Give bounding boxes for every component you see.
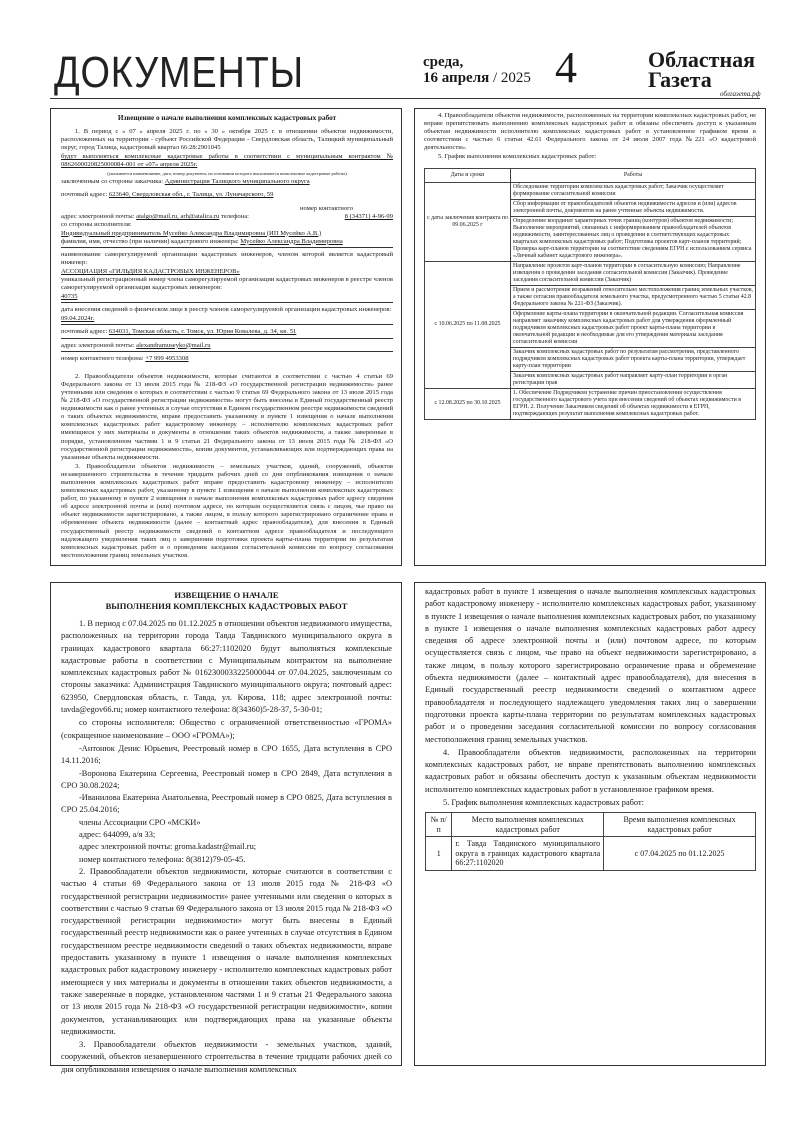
header-rule xyxy=(50,98,760,99)
work-cell: Заказчик комплексных кадастровых работ по результатам рассмотрения, представленного подрядчиком комплексных кадастровых работ проекта карты-плана территории, утверждает карту-план территории xyxy=(511,347,756,371)
email2-line xyxy=(61,342,393,350)
date-label: дата внесения сведений о физическом лице в реестр членов саморегулируемой организации кадастровых инженеров: xyxy=(61,306,392,314)
divider xyxy=(61,324,393,325)
table-header-row xyxy=(426,813,756,837)
engineer-item: -Антонюк Денис Юрьевич, Реестровый номер в СРО 1655, Дата вступления в СРО 14.11.2016; xyxy=(61,743,392,766)
email2-value: alexandramuseyko@mail.ru xyxy=(136,341,211,349)
phone2-value: +7 999 4953308 xyxy=(145,354,189,362)
postal-label: почтовый адрес: xyxy=(61,191,108,199)
work-cell: Обследование территории комплексных кадастровых работ; Заказчик осуществляет формирование согласительной комиссии xyxy=(511,182,756,199)
notice-hint: (указывается наименование, дата, номер документа, на основании которого выполняются комплексные кадастровые работы) xyxy=(107,170,347,176)
sro-value: АССОЦИАЦИЯ «ГИЛЬДИЯ КАДАСТРОВЫХ ИНЖЕНЕРОВ» xyxy=(61,267,240,275)
postal2-label: почтовый адрес: xyxy=(61,328,108,336)
period-cell: с даты заключения контракта по 09.06.2025 г xyxy=(425,182,511,261)
work-cell: Прием и рассмотрение возражений относительно местоположения границ земельных участков, а также сегласия правообладателя земельного участка, предусмотренного частью 5 статьи 42.8 Федерального закона № 221-ФЗ (Заказчик). xyxy=(511,285,756,309)
schedule-table xyxy=(425,812,756,871)
page-header xyxy=(50,43,761,102)
work-cell: Оформление карты-плана территории в окончательной редакции. Согласительная комиссия направляет заказчику комплексных кадастровых работ для утверждения оформленный подрядчиком комплексных кадастровых работ проект карты-плана территории в окончательной редакции и необходимые для его утверждения материалы заседания согласительной комиссии xyxy=(511,309,756,347)
issue-date xyxy=(423,54,531,86)
engineer-label: фамилия, имя, отчество (при наличии) кадастрового инженера: xyxy=(61,237,239,245)
row-time: с 07.04.2025 по 01.12.2025 xyxy=(604,837,756,871)
reg-label: уникальный регистрационный номер члена саморегулируемой организации кадастровых инженеров в реестре членов саморегулируемой организации кадастровых инженеров: xyxy=(61,276,393,292)
notice-title-line1: ИЗВЕЩЕНИЕ О НАЧАЛЕ xyxy=(174,590,279,600)
issue-day: 16 апреля xyxy=(423,70,490,86)
contractor-label: со стороны исполнителя: xyxy=(61,221,132,229)
address-line: адрес: 644099, а/я 33; xyxy=(79,830,156,840)
table-row xyxy=(425,182,756,199)
email-line: адрес электронной почты: groma.kadastr@mail.ru; xyxy=(79,842,257,852)
notice-paragraph-2: 2. Правообладатели объектов недвижимости, которые считаются в соответствии с частью 4 статьи 69 Федерального закона от 13 июля 2015 года № 218-ФЗ «О государственной регистрации недвижимости» ранее учтенными или сведения о которых в соответствии с частью 9 статьи 69 Федерального закона от 13 июля 2015 года № 218-ФЗ «О государственной регистрации недвижимости» могут быть внесены в Единый государственный реестр недвижимости как о ранее учтенных в случае отсутствия в Едином государственном реестре недвижимости сведений о таких объектах недвижимости, вправе предоставить указанному в пункте 1 извещения о начале выполнения комплексных кадастровых работ кадастровому инженеру - исполнителю комплексных кадастровых работ имеющиеся у них материалы и документы в отношении таких объектов недвижимости, а также заверенные в порядке, установленном частями 1 и 9 статьи 21 Федерального закона от 13 июля 2015 года № 218-ФЗ «О государственной регистрации недвижимости», копии документов, устанавливающих или подтверждающих права на указанные объекты недвижимости. xyxy=(61,866,392,1036)
row-place: г. Тавда Тавдинского муниципального округа в границах кадастрового квартала 66:27:1102020 xyxy=(452,837,604,871)
notice-paragraph-3: 3. Правообладатели объектов недвижимости – земельных участков, зданий, сооружений, объектов незавершенного строительства в течение тридцати рабочих дней со дня опубликования извещения о начале выполнения комплексных кадастровых работ вправе предоставить кадастровому инженеру – исполнителю комплексных кадастровых работ, указанному в пункте 1 извещения о начале выполнения комплексных кадастровых работ, по указанному в пункте 2 извещения о начале выполнения комплексных кадастровых работ адресу сведения об адресе электронной почты и (или) почтовом адресе, по которым осуществляется связь с лицом, чье право на объект недвижимости зарегистрировано, а также лицом, в пользу которого зарегистрировано ограничение права и обременение объекта недвижимости (далее – контактный адрес правообладателя), для внесения в Единый государственный реестр недвижимости сведений о контактном адресе правообладателя и последующего надлежащего уведомления таких лиц о завершении подготовки проекта карты-плана территории по результатам комплексных кадастровых работ и о проведении заседания согласительной комиссии по вопросу согласования местоположения границ земельных участков. xyxy=(61,462,393,559)
notice-contract: будут выполняться комплексные кадастровые работы в соответствии с муниципальным контрактом № 0862600020825000084-001 от «07» апреля 2025г. xyxy=(61,153,393,169)
email2-label: адрес электронной почты: xyxy=(61,341,135,349)
notice-paragraph-3-cont: кадастровых работ в пункте 1 извещения о начале выполнения комплексных кадастровых работ кадастровому инженеру - исполнителю комплексных кадастровых работ, указанному в пункте 1 извещения о начале выполнения комплексных кадастровых работ, по указанному в пункте 1 извещения о начале выполнения комплексных кадастровых работ адресу сведения об адресе электронной почты и (или) почтовом адресе, по которым осуществляется связь с лицом, чье право на объект недвижимости зарегистрировано, а также лицом, в пользу которого зарегистрировано ограничение права и обременение объекта недвижимости (далее – контактный адрес правообладателя), для внесения в Единый государственный реестр недвижимости сведений о контактном адресе правообладателя и последующего надлежащего уведомления таких лиц о завершении подготовки проекта карты-плана территории по результатам комплексных кадастровых работ и о проведении заседания согласительной комиссии по вопросу согласования местоположения границ земельных участков. xyxy=(425,587,756,744)
column-header-place: Место выполнения комплексных кадастровых работ xyxy=(452,813,604,837)
column-header-time: Время выполнения комплексных кадастровых работ xyxy=(604,813,756,837)
notice-talitsa xyxy=(50,108,402,566)
email-phone-line xyxy=(61,213,393,221)
row-number: 1 xyxy=(426,837,452,871)
notice-title: Извещение о начале выполнения комплексных кадастровых работ xyxy=(117,114,337,122)
postal2-line xyxy=(61,328,393,336)
notice-paragraph-2: 2. Правообладатели объектов недвижимости, которые считаются в соответствии с частью 4 статьи 69 Федерального закона от 13 июля 2015 года № 218-ФЗ «О государственной регистрации недвижимости» ранее учтенными или сведения о которых в соответствии с частью 9 статьи 69 Федерального закона от 13 июля 2015 года № 218-ФЗ «О государственной регистрации недвижимости» могут быть внесены в Единый государственный реестр недвижимости как о ранее учтенных в случае отсутствия в Едином государственном реестре недвижимости сведений о таких объектах недвижимости, вправе предоставить указанному в пункте 1 извещения о начале выполнения комплексных кадастровых работ кадастровому инженеру – исполнителю комплексных кадастровых работ имеющиеся у них материалы и документы в отношении таких объектов недвижимости, а также заверенные в порядке, установленном частями 1 и 9 статьи 21 Федерального закона от 13 июля 2015 года № 218-ФЗ «О государственной регистрации недвижимости», копии документов, устанавливающих или подтверждающих права на указанные объекты недвижимости. xyxy=(61,372,393,461)
engineer-value: Мусейко Александра Владимировна xyxy=(240,237,343,245)
schedule-paragraph-4: 4. Правообладатели объектов недвижимости, расположенных на территории комплексных кадастровых работ, не вправе препятствовать выполнению комплексных кадастровых работ и обязаны обеспечить доступ к указанным объектам недвижимости исполнителю комплексных кадастровых работ в установленное графиком время в соответствии с частью 6 статьи 42.61 Федерального закона от 24 июля 2007 года №221 «О кадастровой деятельности». xyxy=(424,112,756,152)
divider xyxy=(61,247,393,248)
postal2-value: 634031, Томская область, г. Томск, ул. Юрия Ковалева, д. 34, кв. 51 xyxy=(108,328,297,336)
customer-value: Администрация Талицкого муниципального округа xyxy=(164,178,310,186)
work-cell: Направление проектов карт-планов территории в согласительную комиссию; Направление извещения о проведении заседания согласительной комиссии (Заказчик). Проведение заседания согласительной комиссии (Заказчик) xyxy=(511,261,756,285)
notice-contractor: со стороны исполнителя: Общество с ограниченной ответственностью «ГРОМА» (сокращенное наименование – ООО «ГРОМА»); xyxy=(61,718,392,740)
issue-weekday: среда, xyxy=(423,54,464,70)
divider xyxy=(61,302,393,303)
notice-paragraph-5: 5. График выполнения комплексных кадастровых работ: xyxy=(443,798,644,808)
section-title: ДОКУМЕНТЫ xyxy=(54,48,305,97)
notice-paragraph-1: 1. В период с 07.04.2025 по 01.12.2025 в отношении объектов недвижимого имущества, расположенных на территории города Тавда Тавдинского муниципального округа в границах кадастрового квартала 66:27:1102020 будут выполняться комплексные кадастровые работы в соответствии с Муниципальным контрактом на выполнение комплексных кадастровых работ № 0162300033225000044 от 07.04.2025, заключенным со стороны заказчика: Администрация Тавдинского муниципального округа; почтовый адрес: 623950, Свердловская область, г. Тавда, ул. Кирова, 118; адрес электронной почты: tavda@egov66.ru; номер контактного телефона: 8(34360)5-28-37, 5-30-01; xyxy=(61,619,392,715)
contractor-value: Индивидуальный предприниматель Мусейко Александра Владимировна (ИП Мусейко А.В.) xyxy=(61,229,322,237)
notice-tavda-continued xyxy=(414,582,766,1066)
phone2-line xyxy=(61,355,393,363)
table-header-row xyxy=(425,168,756,182)
customer-label: заключенным со стороны заказчика: xyxy=(61,178,164,186)
newspaper-name-line2: Газета xyxy=(648,67,712,92)
phone2-label: номер контактного телефона: xyxy=(61,354,144,362)
newspaper-site: облгазета.рф xyxy=(720,90,761,98)
phone-value: 8 (34371) 4-96-99 xyxy=(344,213,393,221)
notice-title-line2: ВЫПОЛНЕНИЯ КОМПЛЕКСНЫХ КАДАСТРОВЫХ РАБОТ xyxy=(105,601,348,611)
divider xyxy=(61,338,393,339)
work-cell: 1. Обеспечение Подрядчиком устранение причин приостановления осуществления государственного кадастрового учета при внесении сведений об объектах недвижимости в ЕГРН. 2. Получение Заказчиком сведений об объектах недвижимости в ЕГРН, подтверждающих результат выполнения комплексных кадастровых работ. xyxy=(511,388,756,419)
newspaper-name-line1: Областная xyxy=(648,47,756,72)
customer-line xyxy=(61,178,393,186)
schedule-table xyxy=(424,168,756,420)
work-cell: Сбор информации от правообладателей объектов недвижимости адресов и (или) адресов электронной почты, документов на ранее учтенные объекты недвижимости. xyxy=(511,199,756,216)
engineer-item: -Иванилова Екатерина Анатольевна, Реестровый номер в СРО 0825, Дата вступления в СРО 25.04.2016; xyxy=(61,793,392,815)
schedule-paragraph-5: 5. График выполнения комплексных кадастровых работ: xyxy=(438,153,597,161)
engineer-line xyxy=(61,238,393,246)
page-number: 4 xyxy=(555,43,577,92)
newspaper-logo xyxy=(648,47,756,92)
notice-talitsa-schedule xyxy=(414,108,766,566)
email-label: адрес электронной почты: xyxy=(61,213,135,221)
table-row xyxy=(425,261,756,285)
table-row xyxy=(425,388,756,419)
engineer-item: -Воронова Екатерина Сергеевна, Реестровый номер в СРО 2849, Дата вступления в СРО 30.08.2024; xyxy=(61,768,392,790)
email-value: atalgo@mail.ru, arh@atalica.ru xyxy=(136,213,220,221)
issue-year: / 2025 xyxy=(492,70,531,86)
phone-line: номер контактного телефона: 8(3812)79-05-45. xyxy=(79,854,246,864)
table-row xyxy=(426,837,756,871)
phone-word: телефона: xyxy=(221,213,249,221)
column-header-number: № п/п xyxy=(426,813,452,837)
sro-label: наименование саморегулируемой организации кадастровых инженеров, членом которой является кадастровый инженер: xyxy=(61,250,393,266)
notice-paragraph-1: 1. В период с « 07 » апреля 2025 г. по « 30 » октября 2025 г. в отношении объектов недвижимости, расположенных на территории - субъект Российской Федерации - Свердловская область, Талицкий муниципальный округ, город Талица, кадастровый квартал 66:28:2901045 xyxy=(61,128,393,152)
notice-tavda xyxy=(50,582,402,1074)
reg-value: 40735 xyxy=(61,293,78,301)
postal-value: 623640, Свердловская обл., г. Талица, ул. Луначарского, 59 xyxy=(108,191,274,199)
period-cell: с 12.08.2025 по 30.10.2025 xyxy=(425,388,511,419)
postal-line xyxy=(61,191,393,199)
date-value: 09.04.2024г. xyxy=(61,315,95,323)
work-cell: Заказчик комплексных кадастровых работ направляет карту-план территории в орган регистрации прав xyxy=(511,371,756,388)
sro-line: члены Ассоциации СРО «МСКИ» xyxy=(79,817,201,827)
column-header-works: Работы xyxy=(511,168,756,182)
notice-title xyxy=(61,590,392,612)
divider xyxy=(61,351,393,352)
work-cell: Определение координат характерных точек границ (контуров) объектов недвижимости; Выполнение мероприятий, связанных с информированием правообладателей объектов недвижимости, заинтересованных лиц о проведении в соответствующих кадастровых кварталах комплексных кадастровых работ; Подготовка проектов карт-планов территорий; Проверка карт-планов территории на соответствие сведениям ЕГРН с использованием сервиса «Личный кабинет кадастрового инженера». xyxy=(511,216,756,261)
column-header-dates: Даты и сроки xyxy=(425,168,511,182)
phone-label: номер контактного xyxy=(300,205,353,213)
notice-paragraph-4: 4. Правообладатели объектов недвижимости, расположенных на территории комплексных кадастровых работ, не вправе препятствовать выполнению комплексных кадастровых работ и обязаны обеспечить доступ к указанным объектам недвижимости исполнителю комплексных кадастровых работ в установленное графиком время. xyxy=(425,747,756,794)
notice-paragraph-3: 3. Правообладатели объектов недвижимости - земельных участков, зданий, сооружений, объектов незавершенного строительства в течение тридцати рабочих дней со дня опубликования извещения о начале выполнения комплексных xyxy=(61,1040,392,1074)
period-cell: с 10.06.2025 по 11.08.2025 xyxy=(425,261,511,388)
